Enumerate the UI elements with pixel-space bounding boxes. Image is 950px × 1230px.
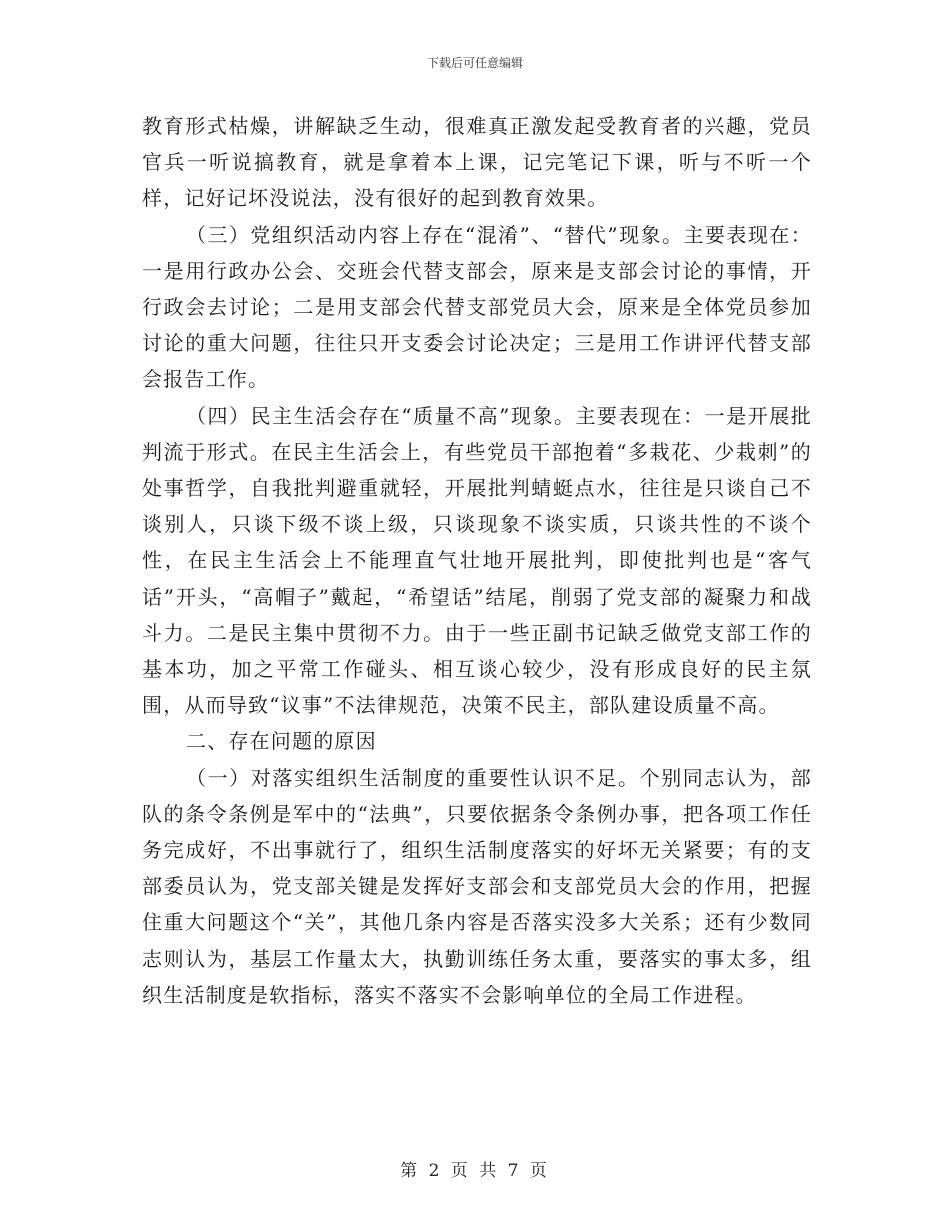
paragraph-section-four: （四）民主生活会存在“质量不高”现象。主要表现在：一是开展批判流于形式。在民主生活会上，有些党员干部抱着“多栽花、少栽刺”的处事哲学，自我批判避重就轻，开展批判蜻蜓点水，往往是只谈自己不谈别人，只谈下级不谈上级，只谈现象不谈实质，只谈共性的不谈个性，在民主生活会上不能理直气壮地开展批判，即使批判也是“客气话”开头，“高帽子”戴起，“希望话”结尾，削弱了党支部的凝聚力和战斗力。二是民主集中贯彻不力。由于一些正副书记缺乏做党支部工作的基本功，加之平常工作碰头、相互谈心较少，没有形成良好的民主氛围，从而导致“议事”不法律规范，决策不民主，部队建设质量不高。 <box>142 403 812 718</box>
section-heading-causes: 二、存在问题的原因 <box>186 729 377 754</box>
document-body <box>142 108 812 1013</box>
paragraph-cause-one: （一）对落实组织生活制度的重要性认识不足。个别同志认为，部队的条令条例是军中的“法典”，只要依据条令条例办事，把各项工作任务完成好，不出事就行了，组织生活制度落实的好坏无关紧要；有的支部委员认为，党支部关键是发挥好支部会和支部党员大会的作用，把握住重大问题这个“关”，其他几条内容是否落实没多大关系；还有少数同志则认为，基层工作量太大，执勤训练任务太重，要落实的事太多，组织生活制度是软指标，落实不落实不会影响单位的全局工作进程。 <box>142 765 812 1007</box>
page-header-note: 下载后可任意编辑 <box>426 56 523 70</box>
paragraph-section-three: （三）党组织活动内容上存在“混淆”、“替代”现象。主要表现在：一是用行政办公会、交班会代替支部会，原来是支部会讨论的事情，开行政会去讨论；二是用支部会代替支部党员大会，原来是全体党员参加讨论的重大问题，往往只开支委会讨论决定；三是用工作讲评代替支部会报告工作。 <box>142 222 812 392</box>
page-number: 第 2 页 共 7 页 <box>400 1161 550 1181</box>
paragraph-continued: 教育形式枯燥，讲解缺乏生动，很难真正激发起受教育者的兴趣，党员官兵一听说搞教育，就是拿着本上课，记完笔记下课，听与不听一个样，记好记坏没说法，没有很好的起到教育效果。 <box>142 114 812 211</box>
